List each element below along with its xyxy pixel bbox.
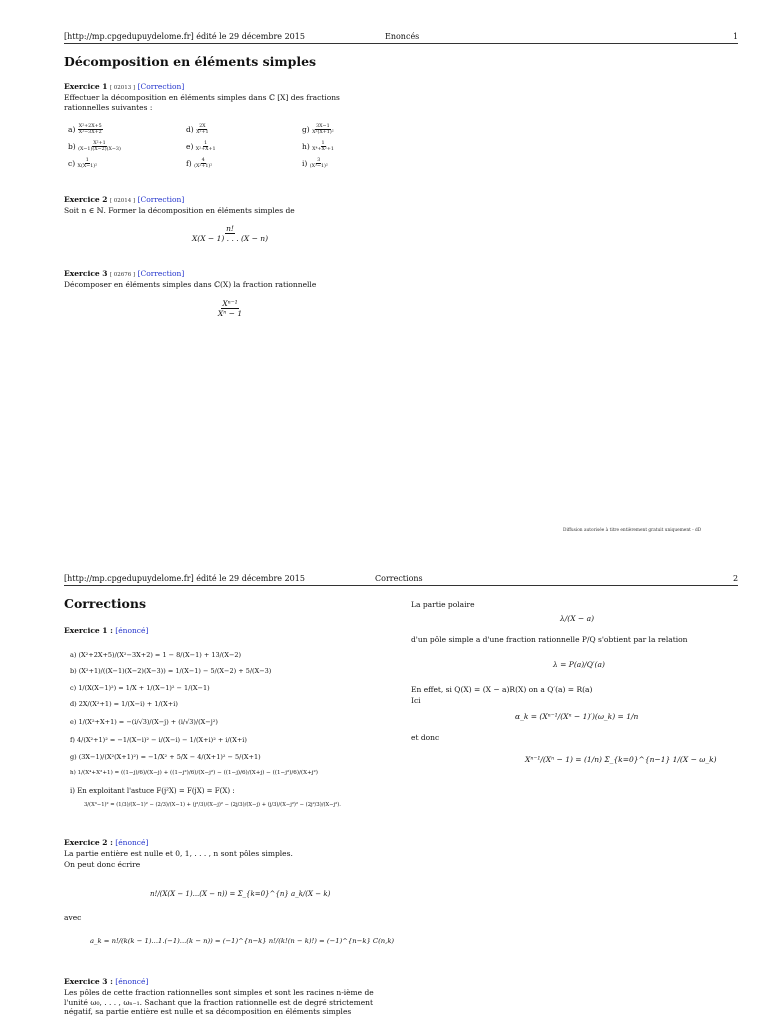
correction-text: On peut donc écrire bbox=[64, 860, 141, 869]
header-url: [http://mp.cpgedupuydelome.fr] édité le 29 décembre 2015 bbox=[64, 574, 305, 583]
correction-line: g) (3X−1)/(X²(X+1)²) = −1/X² + 5/X − 4/(X+1)² − 5/(X+1) bbox=[70, 753, 261, 761]
correction-equation: λ = P(a)/Q′(a) bbox=[553, 660, 605, 669]
fraction: $\frac{\text{X²+2X+5}}{\text{X²−3X+2}}$ bbox=[78, 124, 102, 136]
exercise-label: Exercice 3 bbox=[64, 269, 108, 278]
correction-line: 3/(X³−1)² = (1/3)/(X−1)² − (2/3)/(X−1) + (j²/3)/(X−j)² − (2j/3)/(X−j) + (j/3)/(X−j²)² − (2j²/3)/(X−j²). bbox=[84, 802, 341, 808]
correction-text: La partie entière est nulle et 0, 1, . . . , n sont pôles simples. bbox=[64, 849, 293, 858]
correction-line: e) 1/(X²+X+1) = −(i/√3)/(X−j) + (i/√3)/(X−j²) bbox=[70, 718, 218, 726]
item-key: e) bbox=[186, 141, 194, 151]
correction-link[interactable]: [Correction] bbox=[137, 82, 185, 91]
fraction: $\frac{2X}{\text{X²+1}}$ bbox=[196, 124, 209, 136]
correction-text: Ici bbox=[411, 696, 421, 705]
item-key: i) bbox=[302, 158, 308, 168]
fraction: $\frac{4}{\text{(X²+1)²}}$ bbox=[194, 158, 213, 170]
item-key: a) bbox=[68, 124, 76, 134]
header-page-number: 1 bbox=[733, 32, 739, 41]
correction-text: et donc bbox=[411, 733, 440, 742]
fraction-item bbox=[68, 124, 103, 136]
correction-text: En effet, si Q(X) = (X − a)R(X) on a Q′(a) = R(a) bbox=[411, 685, 593, 694]
correction-label: Exercice 3 : bbox=[64, 977, 113, 986]
correction-label: Exercice 2 : bbox=[64, 838, 113, 847]
header-rule bbox=[64, 585, 738, 586]
statement-link[interactable]: [énoncé] bbox=[115, 838, 149, 847]
fraction-item bbox=[302, 124, 334, 136]
exercise-code: [ 02014 ] bbox=[109, 198, 136, 204]
correction-line: i) En exploitant l'astuce F(j²X) = F(jX) = F(X) : bbox=[70, 787, 235, 795]
exercise-3-heading bbox=[64, 269, 184, 278]
fraction: $\frac{3}{\text{(X³−1)²}}$ bbox=[309, 158, 328, 170]
correction-line: b) (X²+1)/((X−1)(X−2)(X−3)) = 1/(X−1) − 5/(X−2) + 5/(X−3) bbox=[70, 667, 272, 675]
item-key: d) bbox=[186, 124, 194, 134]
fraction-item bbox=[302, 158, 328, 170]
correction-equation: λ/(X − a) bbox=[560, 614, 594, 623]
correction-line: d) 2X/(X²+1) = 1/(X−i) + 1/(X+i) bbox=[70, 700, 178, 708]
correction-text: avec bbox=[64, 913, 82, 922]
exercise-2-text: Soit n ∈ ℕ. Former la décomposition en éléments simples de bbox=[64, 206, 295, 215]
item-key: b) bbox=[68, 141, 76, 151]
exercise-label: Exercice 2 bbox=[64, 195, 108, 204]
fraction-item bbox=[186, 141, 216, 153]
correction-text: Les pôles de cette fraction rationnelles sont simples et sont les racines n-ième de l'unité ω₀, . . . , ωₙ₋₁. Sachant que la fraction rationnelle est de degré strictement négatif, sa partie entière est nulle et sa décomposition en éléments simples bbox=[64, 988, 374, 1016]
correction-equation: Xⁿ⁻¹/(Xⁿ − 1) = (1/n) Σ_{k=0}^{n−1} 1/(X − ω_k) bbox=[525, 755, 717, 764]
correction-link[interactable]: [Correction] bbox=[137, 269, 185, 278]
statement-link[interactable]: [énoncé] bbox=[115, 977, 149, 986]
correction-text: La partie polaire bbox=[411, 600, 475, 609]
item-key: h) bbox=[302, 141, 310, 151]
fraction-item bbox=[302, 141, 334, 153]
correction-equation: α_k = (Xⁿ⁻¹/(Xⁿ − 1)′)(ω_k) = 1/n bbox=[515, 712, 639, 721]
correction-link[interactable]: [Correction] bbox=[137, 195, 185, 204]
header-section: Corrections bbox=[375, 574, 423, 583]
statement-link[interactable]: [énoncé] bbox=[115, 626, 149, 635]
item-key: g) bbox=[302, 124, 310, 134]
exercise-code: [ 02676 ] bbox=[109, 272, 136, 278]
page-title: Décomposition en éléments simples bbox=[64, 54, 317, 69]
fraction-item bbox=[68, 141, 121, 153]
fraction: $\frac{1}{\text{X⁴+X²+1}}$ bbox=[312, 141, 334, 153]
correction-1-heading bbox=[64, 626, 148, 635]
correction-2-heading bbox=[64, 838, 148, 847]
correction-equation: n!/(X(X − 1)...(X − n)) = Σ_{k=0}^{n} a_k/(X − k) bbox=[150, 890, 331, 898]
item-key: f) bbox=[186, 158, 192, 168]
correction-3-heading bbox=[64, 977, 148, 986]
header-url: [http://mp.cpgedupuydelome.fr] édité le 29 décembre 2015 bbox=[64, 32, 305, 41]
fraction: $\frac{\text{X²+1}}{(X-1)(X-2)(X-3)}$ bbox=[78, 141, 121, 153]
header-rule bbox=[64, 43, 738, 44]
exercise-3-text: Décomposer en éléments simples dans ℂ(X) la fraction rationnelle bbox=[64, 280, 317, 289]
exercise-2-formula: $\frac{n!}{X(X - 1) . . . (X - n)}$ bbox=[191, 224, 269, 243]
exercise-label: Exercice 1 bbox=[64, 82, 108, 91]
exercise-1-heading bbox=[64, 82, 184, 91]
fraction-item bbox=[186, 158, 212, 170]
correction-line: f) 4/(X²+1)² = −1/(X−i)² − i/(X−i) − 1/(X+i)² + i/(X+i) bbox=[70, 736, 247, 744]
correction-equation: a_k = n!/(k(k − 1)...1.(−1)...(k − n)) = (−1)^{n−k} n!/(k!(n − k)!) = (−1)^{n−k} C(n,k) bbox=[90, 937, 395, 945]
fraction-item bbox=[186, 124, 209, 136]
fraction: $\frac{1}{\text{X²+X+1}}$ bbox=[195, 141, 216, 153]
correction-text: d'un pôle simple a d'une fraction rationnelle P/Q s'obtient par la relation bbox=[411, 635, 688, 644]
correction-line: c) 1/(X(X−1)²) = 1/X + 1/(X−1)² − 1/(X−1) bbox=[70, 684, 210, 692]
correction-line: h) 1/(X⁴+X²+1) = ((1−j)/6)/(X−j) + ((1−j²)/6)/(X−j²) − ((1−j)/6)/(X+j) − ((1−j²)/6)/(X+j²) bbox=[70, 770, 318, 776]
correction-label: Exercice 1 : bbox=[64, 626, 113, 635]
correction-line: a) (X²+2X+5)/(X²−3X+2) = 1 − 8/(X−1) + 13/(X−2) bbox=[70, 651, 242, 659]
fraction: $\frac{3X-1}{\text{X²(X+1)²}}$ bbox=[312, 124, 334, 136]
header-section: Enoncés bbox=[385, 32, 420, 41]
exercise-code: [ 02013 ] bbox=[109, 85, 136, 91]
fraction-item bbox=[68, 158, 97, 170]
page-title: Corrections bbox=[64, 596, 147, 611]
exercise-2-heading bbox=[64, 195, 184, 204]
exercise-1-text: Effectuer la décomposition en éléments simples dans ℂ [X] des fractions rationnelles suivantes : bbox=[64, 93, 340, 112]
exercise-3-formula: $\frac{\text{Xⁿ⁻¹}}{\text{Xⁿ − 1}}$ bbox=[217, 299, 243, 318]
header-page-number: 2 bbox=[733, 574, 739, 583]
item-key: c) bbox=[68, 158, 76, 168]
fraction: $\frac{1}{\text{X(X−1)²}}$ bbox=[77, 158, 98, 170]
page-footer: Diffusion autorisée à titre entièrement gratuit uniquement - dD bbox=[563, 528, 702, 533]
